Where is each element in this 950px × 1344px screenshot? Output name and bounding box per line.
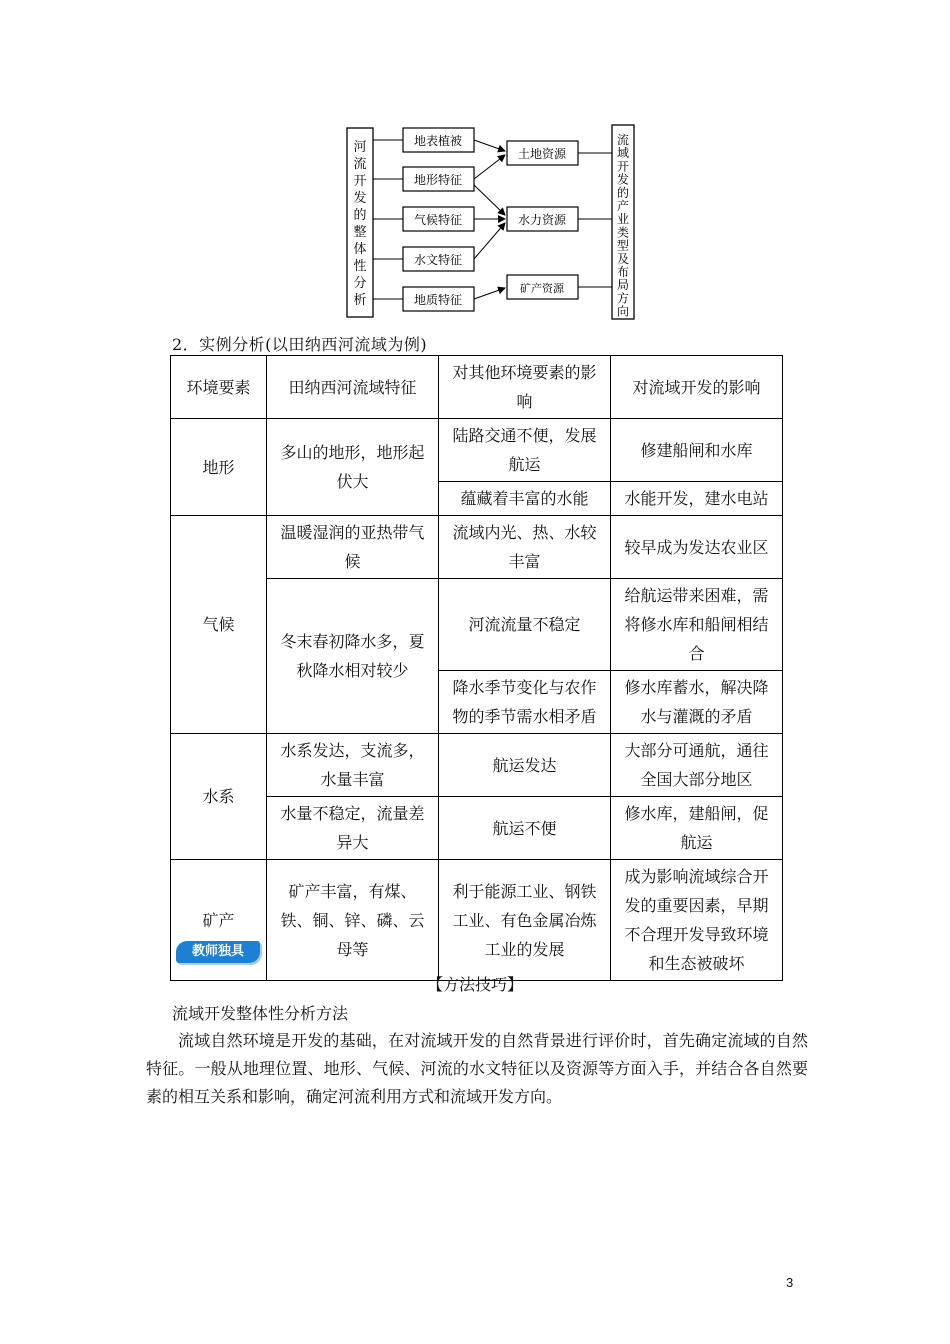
resource-box-mineral [507, 275, 578, 299]
table-cell: 大部分可通航，通往全国大部分地区 [611, 734, 783, 797]
factor-box-hydrology [403, 247, 474, 271]
svg-text:水文特征: 水文特征 [413, 253, 463, 267]
factor-box-geology [403, 287, 474, 311]
table-cell-element: 矿产 [171, 860, 267, 981]
svg-text:土地资源: 土地资源 [517, 147, 567, 161]
svg-text:地表植被: 地表植被 [413, 134, 463, 148]
table-cell: 利于能源工业、钢铁工业、有色金属冶炼工业的发展 [439, 860, 611, 981]
table-cell: 流域内光、热、水较丰富 [439, 516, 611, 579]
svg-text:水力资源: 水力资源 [517, 213, 567, 227]
table-cell-element: 地形 [171, 419, 267, 516]
table-row [171, 734, 783, 797]
table-header-cell: 田纳西河流域特征 [267, 356, 439, 419]
resource-box-land [507, 141, 578, 165]
table-cell: 矿产丰富，有煤、铁、铜、锌、磷、云母等 [267, 860, 439, 981]
table-cell: 温暖湿润的亚热带气候 [267, 516, 439, 579]
table-row [171, 419, 783, 482]
table-cell: 水能开发，建水电站 [611, 482, 783, 516]
page-number: 3 [786, 1275, 794, 1290]
table-cell-element: 水系 [171, 734, 267, 860]
method-subtitle: 流域开发整体性分析方法 [172, 1004, 349, 1023]
table-cell-element: 气候 [171, 516, 267, 734]
factor-box-terrain [403, 167, 474, 191]
table-cell: 修建船闸和水库 [611, 419, 783, 482]
analysis-table [170, 355, 783, 981]
table-header-cell: 环境要素 [171, 356, 267, 419]
method-paragraph: 流域自然环境是开发的基础，在对流域开发的自然背景进行评价时，首先确定流域的自然特征。一般从地理位置、地形、气候、河流的水文特征以及资源等方面入手，并结合各自然要素的相互关系和影响，确定河流利用方式和流域开发方向。 [146, 1031, 808, 1106]
table-cell: 航运发达 [439, 734, 611, 797]
table-cell: 蕴藏着丰富的水能 [439, 482, 611, 516]
svg-text:地质特征: 地质特征 [413, 293, 463, 307]
right-vertical-label: 流域开发的产业类型及布局方向 [616, 133, 630, 319]
table-cell: 较早成为发达农业区 [611, 516, 783, 579]
table-row [171, 860, 783, 981]
table-header-row [171, 356, 783, 419]
table-cell: 水系发达，支流多，水量丰富 [267, 734, 439, 797]
table-row [171, 516, 783, 579]
svg-text:地形特征: 地形特征 [413, 173, 463, 187]
left-vertical-label: 河流开发的整体性分析 [353, 140, 367, 308]
flow-diagram [0, 0, 950, 330]
method-title: 【方法技巧】 [426, 975, 523, 994]
table-cell: 多山的地形，地形起伏大 [267, 419, 439, 516]
svg-text:气候特征: 气候特征 [413, 213, 463, 227]
resource-box-hydropower [507, 207, 578, 231]
table-cell: 水量不稳定，流量差异大 [267, 797, 439, 860]
table-cell: 给航运带来困难，需将修水库和船闸相结合 [611, 579, 783, 671]
table-cell: 冬末春初降水多，夏秋降水相对较少 [267, 579, 439, 734]
table-cell: 航运不便 [439, 797, 611, 860]
factor-box-climate [403, 207, 474, 231]
table-cell: 修水库蓄水，解决降水与灌溉的矛盾 [611, 671, 783, 734]
table-cell: 修水库，建船闸，促航运 [611, 797, 783, 860]
table-header-cell: 对流域开发的影响 [611, 356, 783, 419]
table-cell: 降水季节变化与农作物的季节需水相矛盾 [439, 671, 611, 734]
factor-box-vegetation [403, 128, 474, 152]
table-header-cell: 对其他环境要素的影响 [439, 356, 611, 419]
table-cell: 成为影响流域综合开发的重要因素，早期不合理开发导致环境和生态被破坏 [611, 860, 783, 981]
table-cell: 陆路交通不便，发展航运 [439, 419, 611, 482]
table-cell: 河流流量不稳定 [439, 579, 611, 671]
section-title: 2．实例分析(以田纳西河流域为例) [172, 335, 428, 354]
teacher-exclusive-badge: 教师独具 [176, 941, 260, 963]
svg-text:矿产资源: 矿产资源 [520, 282, 564, 295]
